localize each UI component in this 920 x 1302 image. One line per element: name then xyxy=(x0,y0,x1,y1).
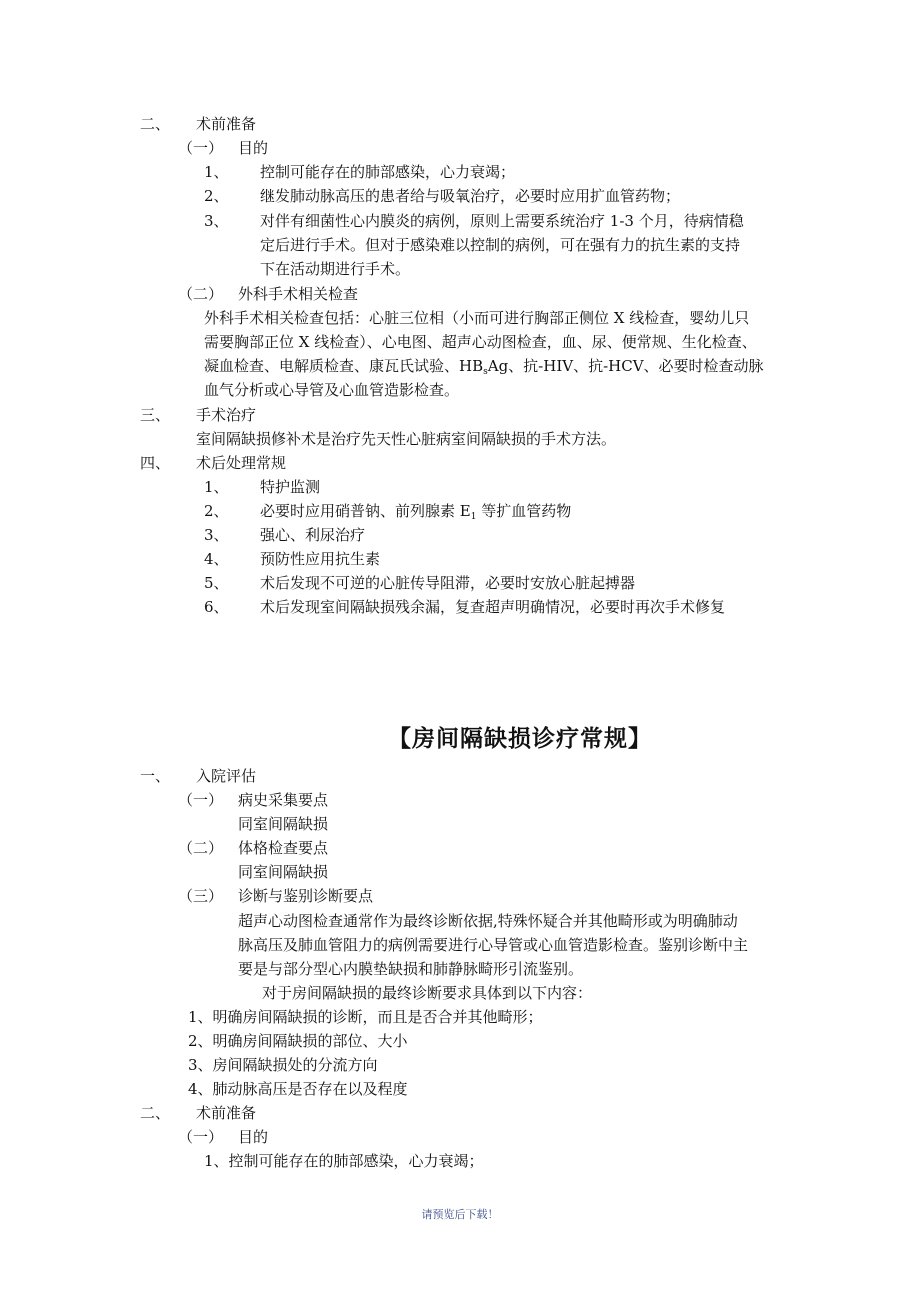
subscript: s xyxy=(483,367,488,377)
item-text: 预防性应用抗生素 xyxy=(260,550,381,568)
paragraph-line: 要是与部分型心内膜垫缺损和肺静脉畸形引流鉴别。 xyxy=(238,960,584,978)
paragraph-text: 凝血检查、电解质检查、康瓦氏试验、HB xyxy=(204,357,484,375)
item-text: 继发肺动脉高压的患者给与吸氧治疗，必要时应用扩血管药物； xyxy=(260,187,681,205)
section-heading: 手术治疗 xyxy=(196,406,257,424)
paragraph-text: Ag、抗-HIV、抗-HCV、必要时检查动脉 xyxy=(487,357,764,375)
paragraph-line: 室间隔缺损修补术是治疗先天性心脏病室间隔缺损的手术方法。 xyxy=(196,430,617,448)
item-number: 6、 xyxy=(204,598,229,616)
item-number: 3、 xyxy=(204,212,229,230)
item-number: 2、 xyxy=(204,187,229,205)
subsection-number: （一） xyxy=(178,791,224,809)
item-number: 1、 xyxy=(204,478,229,496)
list-item: 3、房间隔缺损处的分流方向 xyxy=(188,1056,378,1074)
subsection-heading: 目的 xyxy=(238,1128,269,1146)
item-text: 术后发现室间隔缺损残余漏，复查超声明确情况，必要时再次手术修复 xyxy=(260,598,726,616)
item-text: 控制可能存在的肺部感染，心力衰竭； xyxy=(260,163,516,181)
paragraph-line: 需要胸部正位 X 线检查）、心电图、超声心动图检查，血、尿、便常规、生化检查、 xyxy=(204,333,757,351)
paragraph-line: 同室间隔缺损 xyxy=(238,815,329,833)
item-text xyxy=(260,499,571,523)
subsection-heading: 目的 xyxy=(238,139,269,157)
section-number: 一、 xyxy=(140,767,171,785)
subsection-number: （二） xyxy=(178,839,224,857)
paragraph-line: 同室间隔缺损 xyxy=(238,863,329,881)
subsection-number: （三） xyxy=(178,887,224,905)
section-heading: 术后处理常规 xyxy=(196,454,287,472)
paragraph-line xyxy=(204,354,764,378)
paragraph-line: 对于房间隔缺损的最终诊断要求具体到以下内容： xyxy=(262,984,593,1002)
subscript: 1 xyxy=(470,512,477,522)
section-heading: 入院评估 xyxy=(196,767,257,785)
list-item: 4、肺动脉高压是否存在以及程度 xyxy=(188,1080,408,1098)
item-text-part: 等扩血管药物 xyxy=(476,502,572,520)
item-text: 下在活动期进行手术。 xyxy=(260,260,411,278)
document-title: 【房间隔缺损诊疗常规】 xyxy=(388,726,652,752)
footer-note: 请预览后下载！ xyxy=(421,1208,499,1221)
subsection-number: （一） xyxy=(178,1128,224,1146)
section-number: 四、 xyxy=(140,454,171,472)
item-text-part: 必要时应用硝普钠、前列腺素 E xyxy=(260,502,471,520)
item-number: 4、 xyxy=(204,550,229,568)
subsection-heading: 外科手术相关检查 xyxy=(238,285,359,303)
list-item: 2、明确房间隔缺损的部位、大小 xyxy=(188,1032,408,1050)
subsection-heading: 诊断与鉴别诊断要点 xyxy=(238,887,374,905)
section-heading: 术前准备 xyxy=(196,1104,257,1122)
paragraph-line: 外科手术相关检查包括：心脏三位相（小而可进行胸部正侧位 X 线检查，婴幼儿只 xyxy=(204,309,750,327)
item-text: 定后进行手术。但对于感染难以控制的病例，可在强有力的抗生素的支持 xyxy=(260,236,741,254)
list-item: 1、明确房间隔缺损的诊断，而且是否合并其他畸形； xyxy=(188,1008,543,1026)
list-item: 1、控制可能存在的肺部感染，心力衰竭； xyxy=(204,1152,484,1170)
item-number: 1、 xyxy=(204,163,229,181)
section-number: 二、 xyxy=(140,1104,171,1122)
item-text: 强心、利尿治疗 xyxy=(260,526,366,544)
item-text: 对伴有细菌性心内膜炎的病例，原则上需要系统治疗 1-3 个月，待病情稳 xyxy=(260,212,744,230)
subsection-number: （一） xyxy=(178,139,224,157)
subsection-heading: 体格检查要点 xyxy=(238,839,329,857)
subsection-heading: 病史采集要点 xyxy=(238,791,329,809)
paragraph-line: 血气分析或心导管及心血管造影检查。 xyxy=(204,381,460,399)
item-number: 2、 xyxy=(204,502,229,520)
subsection-number: （二） xyxy=(178,285,224,303)
paragraph-line: 脉高压及肺血管阻力的病例需要进行心导管或心血管造影检查。鉴别诊断中主 xyxy=(238,936,749,954)
paragraph-line: 超声心动图检查通常作为最终诊断依据,特殊怀疑合并其他畸形或为明确肺动 xyxy=(238,912,738,930)
item-number: 5、 xyxy=(204,574,229,592)
item-text: 术后发现不可逆的心脏传导阻滞，必要时安放心脏起搏器 xyxy=(260,574,636,592)
section-heading: 术前准备 xyxy=(196,115,257,133)
item-text: 特护监测 xyxy=(260,478,321,496)
section-number: 二、 xyxy=(140,115,171,133)
section-number: 三、 xyxy=(140,406,171,424)
item-number: 3、 xyxy=(204,526,229,544)
